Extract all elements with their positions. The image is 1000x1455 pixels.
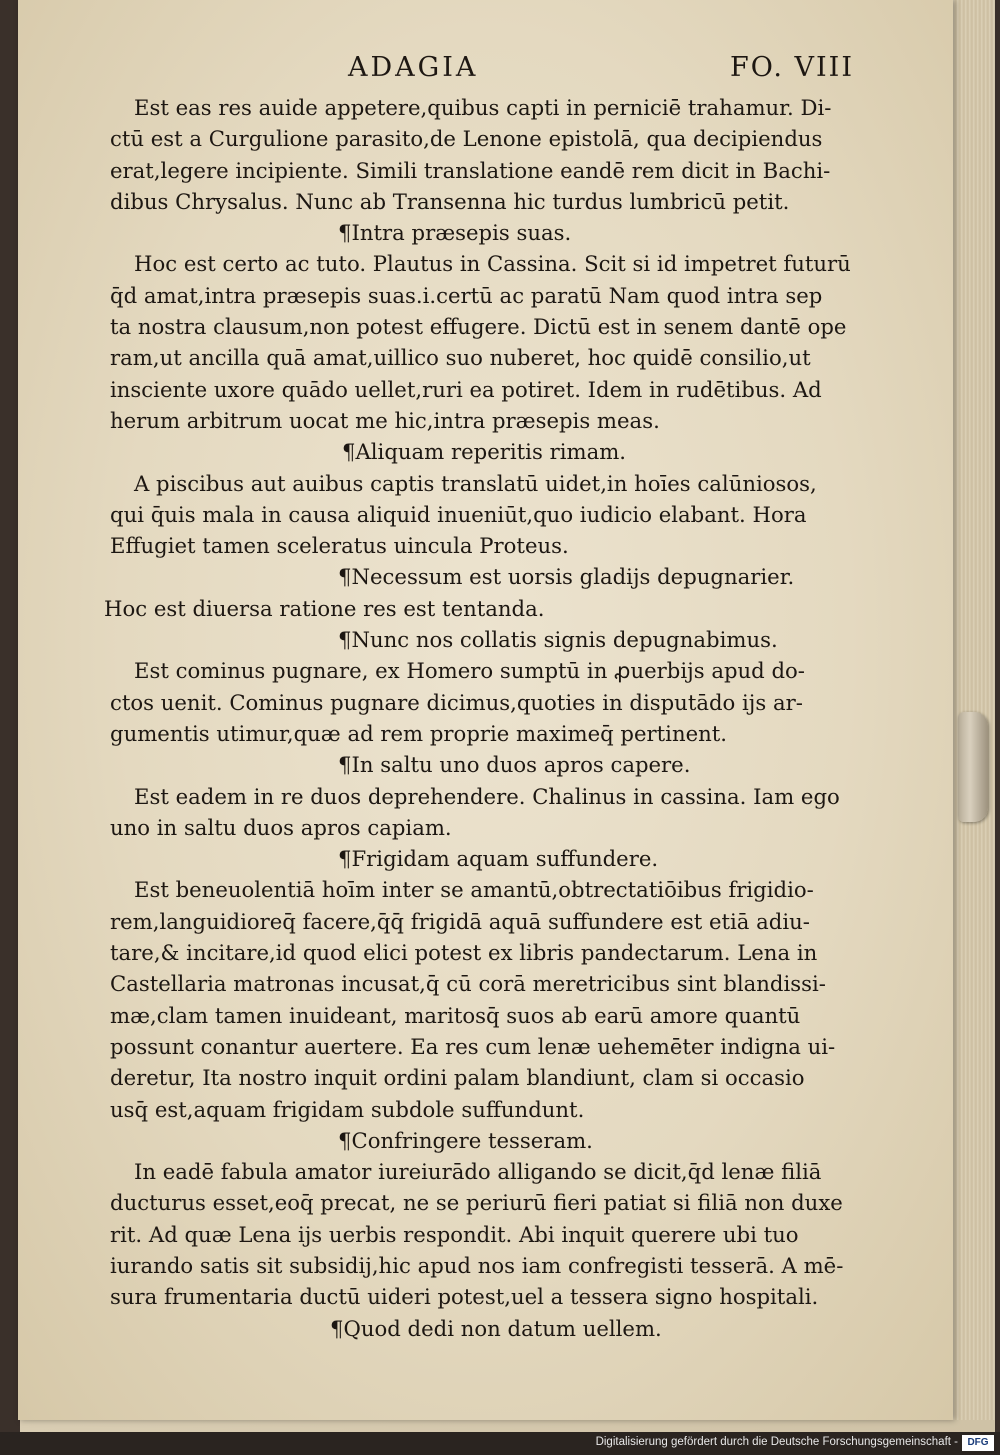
text-line: dibus Chrysalus. Nunc ab Transenna hic turdus lumbricū petit. — [110, 188, 790, 214]
text-line: possunt conantur auertere. Ea res cum lenæ uehemēter indigna ui- — [110, 1033, 836, 1059]
page-edges — [950, 0, 995, 1420]
footer-bar — [0, 1432, 1000, 1455]
text-line: ctos uenit. Cominus pugnare dicimus,quoties in disputādo ijs ar- — [110, 689, 803, 715]
page-header — [110, 52, 854, 92]
text-line: ta nostra clausum,non potest effugere. Dictū est in senem dantē ope — [110, 314, 847, 340]
text-line: ctū est a Curgulione parasito,de Lenone epistolā, qua decipiendus — [110, 126, 823, 152]
text-line: rem,languidioreq̄ facere,q̄q̄ frigidā aquā suffundere est etiā adiu- — [110, 908, 810, 934]
text-line: Est cominus pugnare, ex Homero sumptū in ꝓuerbijs apud do- — [134, 658, 805, 684]
text-line: usq̄ est,aquam frigidam subdole suffundunt. — [110, 1096, 585, 1122]
text-line: rit. Ad quæ Lena ijs uerbis respondit. Abi inquit querere ubi tuo — [110, 1221, 799, 1247]
text-line: q̄d amat,intra præsepis suas.i.certū ac paratū Nam quod intra sep — [110, 282, 823, 308]
text-line: herum arbitrum uocat me hic,intra præsepis meas. — [110, 407, 660, 433]
text-line: qui q̄uis mala in causa aliquid inueniūt,quo iudicio elabant. Hora — [110, 501, 807, 527]
text-line: ram,ut ancilla quā amat,uillico suo nuberet, hoc quidē consilio,ut — [110, 345, 811, 371]
adage-heading: ¶Frigidam aquam suffundere. — [338, 846, 659, 872]
text-line: mæ,clam tamen inuideant, maritosq̄ suos ab earū amore quantū — [110, 1002, 801, 1028]
adage-heading: ¶Nunc nos collatis signis depugnabimus. — [338, 627, 778, 653]
text-line: gumentis utimur,quæ ad rem proprie maximeq̄ pertinent. — [110, 720, 728, 746]
text-line: Hoc est diuersa ratione res est tentanda. — [104, 595, 545, 621]
book-clasp — [958, 712, 988, 822]
text-line: erat,legere incipiente. Simili translatione eandē rem dicit in Bachi- — [110, 157, 831, 183]
adage-heading: ¶Necessum est uorsis gladijs depugnarier. — [338, 564, 795, 590]
text-line: deretur, Ita nostro inquit ordini palam blandiunt, clam si occasio — [110, 1065, 805, 1091]
running-title: ADAGIA — [348, 52, 479, 83]
text-line: sura frumentaria ductū uideri potest,uel a tessera signo hospitali. — [110, 1284, 819, 1310]
adage-heading: ¶Confringere tesseram. — [338, 1127, 593, 1153]
text-line: Hoc est certo ac tuto. Plautus in Cassina. Scit si id impetret futurū — [134, 251, 851, 277]
dfg-logo: DFG — [962, 1435, 994, 1451]
text-body — [104, 92, 851, 1344]
text-line: Effugiet tamen sceleratus uincula Proteus. — [110, 533, 569, 559]
text-line: insciente uxore quādo uellet,ruri ea potiret. Idem in rudētibus. Ad — [110, 376, 822, 402]
text-line: uno in saltu duos apros capiam. — [110, 814, 452, 840]
text-line: Est eas res auide appetere,quibus capti in perniciē trahamur. Di- — [134, 95, 832, 120]
folio-number: FO. VIII — [730, 52, 854, 83]
text-line: Castellaria matronas incusat,q̄ cū corā meretricibus sint blandissi- — [110, 971, 826, 997]
page-text — [104, 52, 854, 1344]
adage-heading: ¶Quod dedi non datum uellem. — [330, 1315, 662, 1341]
text-line: Est beneuolentiā hoīm inter se amantū,obtrectatiōibus frigidio- — [134, 877, 814, 903]
text-line: ducturus esset,eoq̄ precat, ne se periurū fieri patiat si filiā non duxe — [110, 1190, 843, 1216]
text-line: tare,& incitare,id quod elici potest ex libris pandectarum. Lena in — [110, 940, 818, 966]
text-line: iurando satis sit subsidij,hic apud nos iam confregisti tesserā. A mē- — [110, 1252, 844, 1278]
text-line: Est eadem in re duos deprehendere. Chalinus in cassina. Iam ego — [134, 783, 840, 809]
adage-heading: ¶In saltu uno duos apros capere. — [338, 752, 691, 778]
text-line: A piscibus aut auibus captis translatū uidet,in hoīes calūniosos, — [134, 470, 817, 496]
adage-heading: ¶Intra præsepis suas. — [338, 220, 572, 246]
funding-credit: Digitalisierung gefördert durch die Deutsche Forschungsgemeinschaft - — [595, 1436, 958, 1448]
adage-heading: ¶Aliquam reperitis rimam. — [342, 439, 627, 465]
text-line: In eadē fabula amator iureiurādo alligando se dicit,q̄d lenæ filiā — [134, 1159, 822, 1185]
